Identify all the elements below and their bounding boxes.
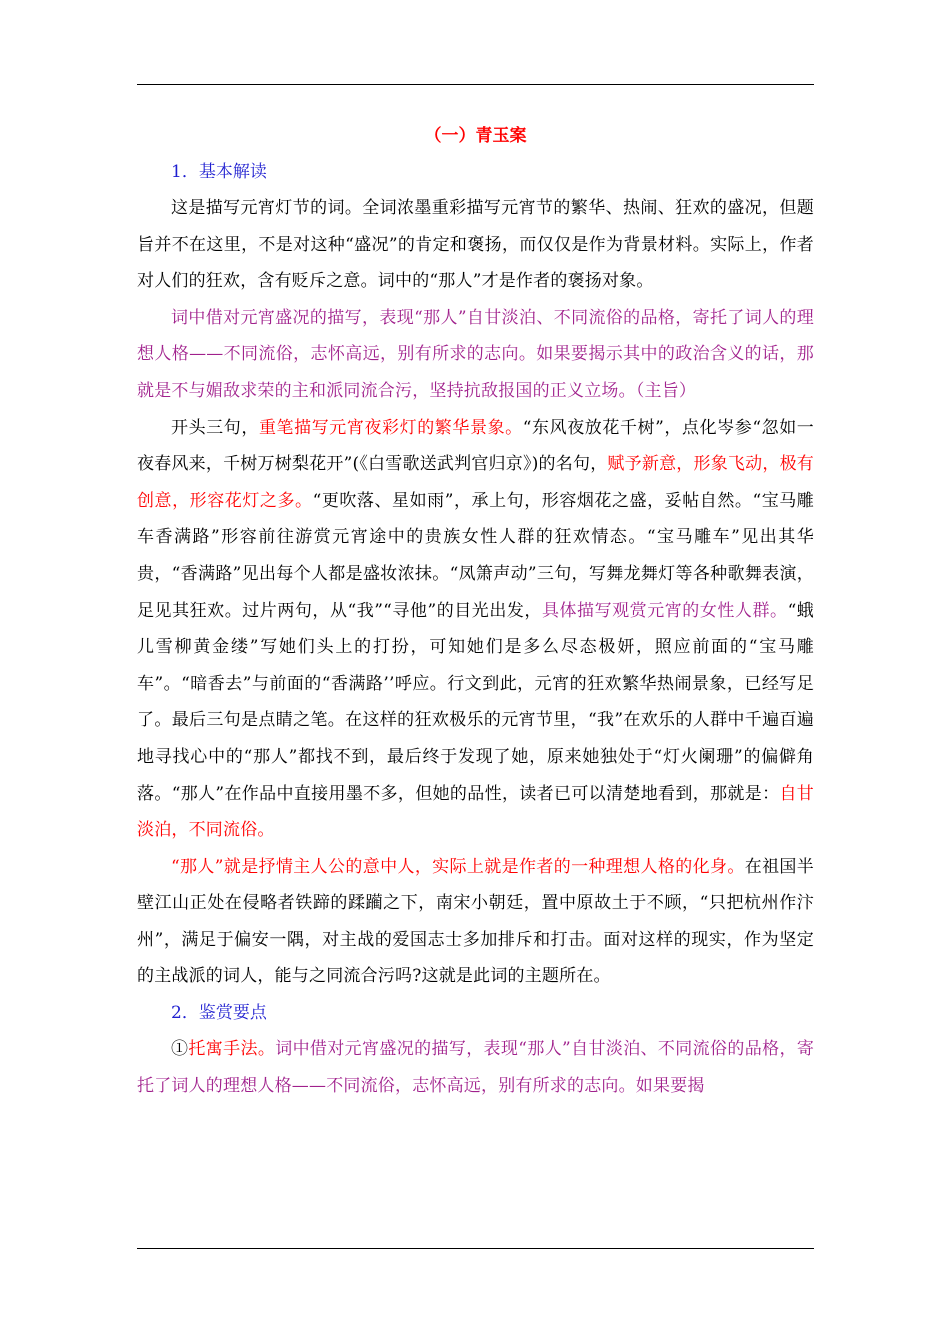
analysis-text: “东风夜放花千树”，点化岑参“忽如一夜春风来，千树万树梨花开”(《白雪歌送武判官归京》)的名句，: [137, 417, 814, 475]
analysis-text: “更吹落、星如雨”，承上句，形容烟花之盛，妥帖自然。“宝马雕车香满路”形容前往游赏元宵途中的贵族女性人群的狂欢情态。“宝马雕车”见出其华贵，“香满路”见出每个人都是盛妆浓抹。“凤箫声动”三句，写舞龙舞灯等各种歌舞表演，足见其狂欢。过片两句，从“我”“寻他”的目光出发，: [137, 490, 815, 621]
footer-rule: [137, 1248, 814, 1249]
analysis-highlight: 赋予新意，形象飞动，极有创意，形容花灯之多。: [137, 454, 814, 511]
document-body: [137, 118, 814, 1104]
analysis-text: “蛾儿雪柳黄金缕”写她们头上的打扮，可知她们是多么尽态极妍，照应前面的“宝马雕车”。“暗香去”与前面的“香满路’’呼应。行文到此，元宵的狂欢繁华热闹景象，已经写足了。最后三句是点睛之笔。在这样的狂欢极乐的元宵节里，“我”在欢乐的人群中千遍百遍地寻找心中的“那人”都找不到，最后终于发现了她，原来她独处于“灯火阑珊”的偏僻角落。“那人”在作品中直接用墨不多，但她的品性，读者已可以清楚地看到，那就是：: [137, 600, 814, 804]
analysis-highlight: 重笔描写元宵夜彩灯的繁华景象。: [258, 417, 523, 438]
analysis-text: 开头三句，: [171, 417, 259, 438]
analysis-highlight: 自甘淡泊，不同流俗。: [137, 783, 814, 841]
paragraph-theme: [137, 300, 814, 410]
heading-basic-reading: 1．基本解读: [171, 162, 267, 182]
theme-label: （主旨）: [635, 380, 697, 401]
heading-appreciation: 2．鉴赏要点: [171, 1003, 267, 1024]
technique-label: 托寓手法。: [188, 1039, 276, 1060]
theme-text: 词中借对元宵盛况的描写，表现“那人”自甘淡泊、不同流俗的品格，寄托了词人的理想人格——不同流俗，志怀高远，别有所求的志向。如果要揭示其中的政治含义的话，那就是不与媚敌求荣的主和派同流合污，坚持抗敌报国的正义立场。: [137, 307, 814, 401]
section-title: （一）青玉案: [424, 126, 527, 146]
ideal-text: 在祖国半壁江山正处在侵略者铁蹄的蹂躏之下，南宋小朝廷，置中原故土于不顾，“只把杭州作汴州”，满足于偏安一隅，对主战的爱国志士多加排斥和打击。面对这样的现实，作为坚定的主战派的词人，能与之同流合污吗?这就是此词的主题所在。: [137, 856, 814, 987]
ideal-highlight: “那人”就是抒情主人公的意中人，实际上就是作者的一种理想人格的化身。: [171, 856, 745, 877]
list-marker: ①: [171, 1039, 189, 1060]
paragraph-technique: [137, 1031, 814, 1104]
paragraph-analysis: [137, 410, 814, 849]
paragraph-ideal-person: [137, 849, 814, 995]
paragraph-intro: 这是描写元宵灯节的词。全词浓墨重彩描写元宵节的繁华、热闹、狂欢的盛况，但题旨并不在这里，不是对这种“盛况”的肯定和褒扬，而仅仅是作为背景材料。实际上，作者对人们的狂欢，含有贬斥之意。词中的“那人”才是作者的褒扬对象。: [137, 198, 814, 292]
technique-text: 词中借对元宵盛况的描写，表现“那人”自甘淡泊、不同流俗的品格，寄托了词人的理想人格——不同流俗，志怀高远，别有所求的志向。如果要揭: [137, 1039, 815, 1096]
header-rule: [137, 84, 814, 85]
analysis-highlight: 具体描写观赏元宵的女性人群。: [541, 600, 788, 621]
